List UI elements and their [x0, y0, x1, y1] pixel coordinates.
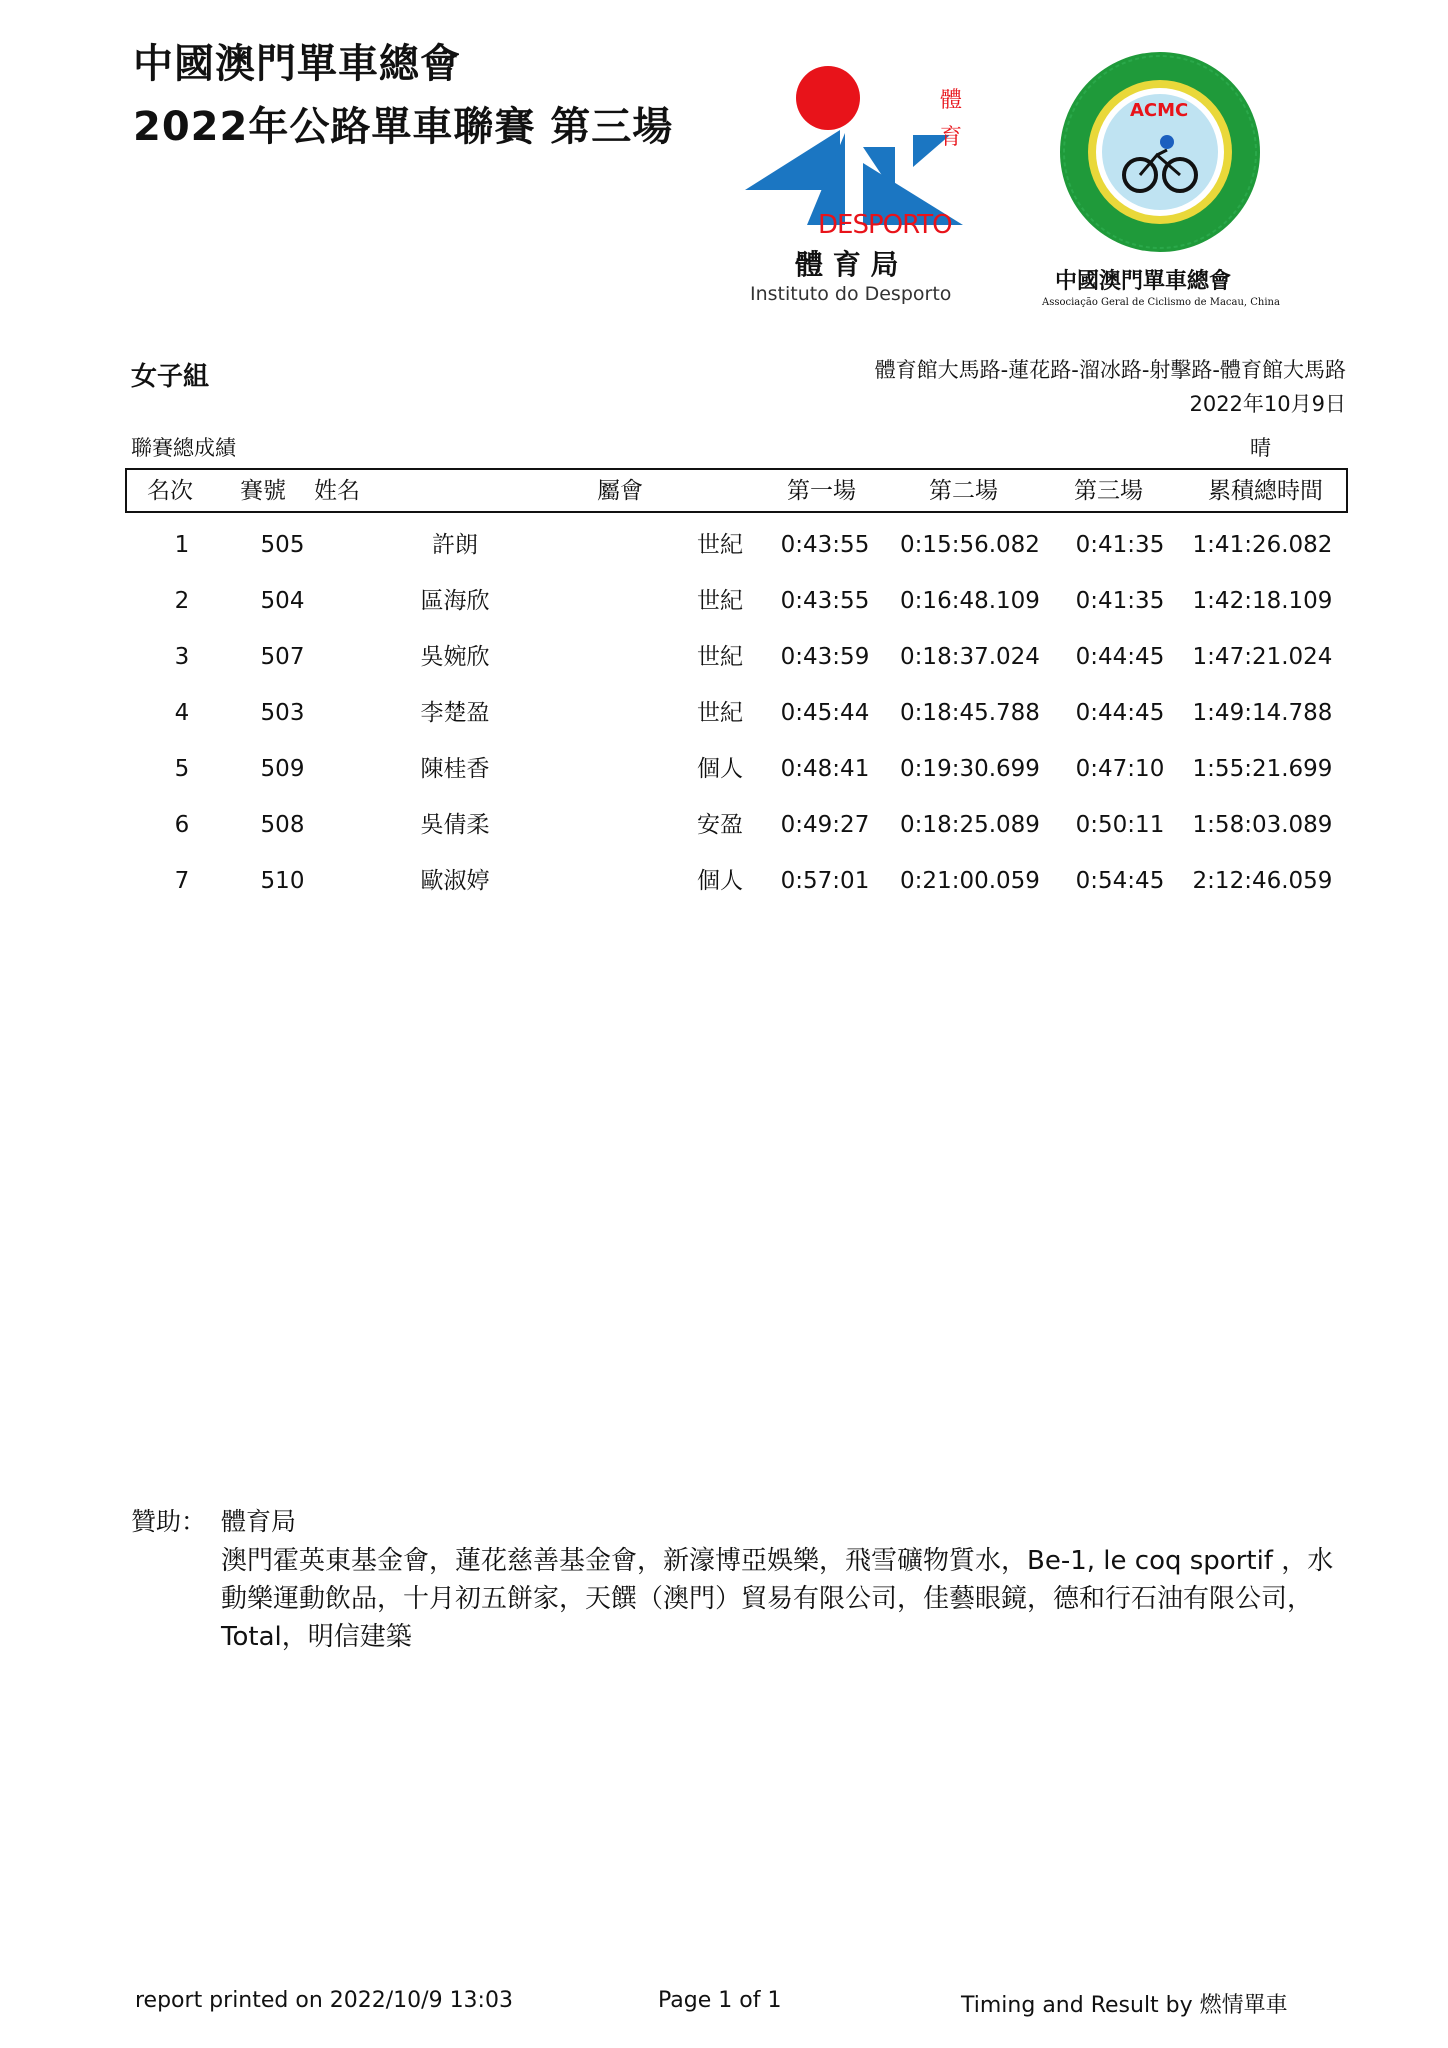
sport-bureau-logo: [745, 55, 985, 315]
bib-cell: 509: [260, 756, 305, 782]
table-row: [125, 685, 1348, 741]
stage3-cell: 0:54:45: [1075, 868, 1165, 894]
stage1-cell: 0:57:01: [780, 868, 870, 894]
club-cell: 個人: [697, 868, 743, 894]
sponsor-label: 贊助：: [131, 1507, 207, 1536]
route-label: 體育館大馬路-蓮花路-溜冰路-射擊路-體育館大馬路: [874, 358, 1346, 382]
table-row: [125, 741, 1348, 797]
sport-bureau-name-cn: 體 育 局: [795, 248, 899, 281]
bib-cell: 508: [260, 812, 305, 838]
bib-cell: 507: [260, 644, 305, 670]
header-bib: 賽號: [240, 478, 286, 504]
club-cell: 世紀: [697, 588, 743, 614]
name-cell: 歐淑婷: [420, 868, 490, 894]
club-cell: 世紀: [697, 532, 743, 558]
club-cell: 個人: [697, 756, 743, 782]
header-club: 屬會: [597, 478, 643, 504]
table-row: [125, 629, 1348, 685]
acmc-name-pt: Associação Geral de Ciclismo de Macau, China: [1042, 297, 1280, 308]
bib-cell: 505: [260, 532, 305, 558]
header-stage3: 第三場: [1074, 478, 1143, 504]
acmc-name-cn: 中國澳門單車總會: [1055, 268, 1232, 294]
stage2-cell: 0:18:37.024: [900, 644, 1040, 670]
header-name: 姓名: [314, 478, 360, 504]
club-cell: 世紀: [697, 644, 743, 670]
total-cell: 1:47:21.024: [1192, 644, 1333, 670]
stage2-cell: 0:18:45.788: [900, 700, 1040, 726]
stage3-cell: 0:44:45: [1075, 700, 1165, 726]
rank-cell: 1: [174, 532, 190, 558]
sport-bureau-char-2: 育: [940, 125, 963, 150]
rank-cell: 6: [174, 812, 190, 838]
total-cell: 1:49:14.788: [1192, 700, 1333, 726]
acmc-acronym: ACMC: [1130, 100, 1189, 121]
bib-cell: 510: [260, 868, 305, 894]
bib-cell: 504: [260, 588, 305, 614]
race-date: 2022年10月9日: [1189, 392, 1346, 416]
total-cell: 2:12:46.059: [1192, 868, 1333, 894]
desporto-wordmark: DESPORTO: [818, 210, 952, 240]
rank-cell: 2: [174, 588, 190, 614]
footer-page: Page 1 of 1: [658, 1988, 782, 2013]
stage1-cell: 0:45:44: [780, 700, 870, 726]
header-rank: 名次: [147, 478, 193, 504]
table-header: [125, 468, 1348, 513]
stage1-cell: 0:43:55: [780, 532, 870, 558]
stage2-cell: 0:19:30.699: [900, 756, 1040, 782]
rank-cell: 5: [174, 756, 190, 782]
total-cell: 1:58:03.089: [1192, 812, 1333, 838]
sport-bureau-name-pt: Instituto do Desporto: [750, 283, 952, 305]
stage1-cell: 0:43:59: [780, 644, 870, 670]
org-title: 中國澳門單車總會: [133, 41, 461, 87]
acmc-logo: [1035, 50, 1285, 320]
stage3-cell: 0:41:35: [1075, 588, 1165, 614]
stage1-cell: 0:48:41: [780, 756, 870, 782]
name-cell: 吳婉欣: [420, 644, 490, 670]
rank-cell: 7: [174, 868, 190, 894]
stage3-cell: 0:50:11: [1075, 812, 1165, 838]
total-cell: 1:42:18.109: [1192, 588, 1333, 614]
red-sun-icon: [796, 66, 860, 130]
event-title: 2022年公路單車聯賽 第三場: [133, 104, 674, 150]
header-total: 累積總時間: [1208, 478, 1323, 504]
rank-cell: 4: [174, 700, 190, 726]
header-stage2: 第二場: [929, 478, 998, 504]
rank-cell: 3: [174, 644, 190, 670]
footer-timing: Timing and Result by 燃情單車: [961, 1993, 1288, 2018]
name-cell: 區海欣: [420, 588, 490, 614]
table-row: [125, 573, 1348, 629]
footer-printed: report printed on 2022/10/9 13:03: [135, 1988, 513, 2013]
stage2-cell: 0:16:48.109: [900, 588, 1040, 614]
stage1-cell: 0:49:27: [780, 812, 870, 838]
stage2-cell: 0:21:00.059: [900, 868, 1040, 894]
results-subtitle: 聯賽總成績: [131, 436, 236, 460]
header-stage1: 第一場: [787, 478, 856, 504]
table-row: [125, 517, 1348, 573]
stage2-cell: 0:18:25.089: [900, 812, 1040, 838]
name-cell: 陳桂香: [420, 756, 490, 782]
table-row: [125, 797, 1348, 853]
bib-cell: 503: [260, 700, 305, 726]
category-label: 女子組: [131, 362, 210, 392]
acmc-emblem: [1035, 50, 1285, 260]
name-cell: 李楚盈: [420, 700, 490, 726]
name-cell: 許朗: [432, 532, 478, 558]
sport-bureau-char-1: 體: [940, 88, 963, 113]
club-cell: 安盈: [697, 812, 743, 838]
sponsor-main: 體育局: [221, 1507, 297, 1536]
stage3-cell: 0:47:10: [1075, 756, 1165, 782]
total-cell: 1:55:21.699: [1192, 756, 1333, 782]
stage1-cell: 0:43:55: [780, 588, 870, 614]
sponsor-list: 澳門霍英東基金會，蓮花慈善基金會，新濠博亞娛樂，飛雪礦物質水，Be-1, le coq sportif ，水動樂運動飲品，十月初五餅家，天饌（澳門）貿易有限公司，佳藝眼鏡，德和行石油有限公司，Total，明信建築: [221, 1546, 1334, 1652]
table-row: [125, 853, 1348, 909]
name-cell: 吳倩柔: [420, 812, 490, 838]
total-cell: 1:41:26.082: [1192, 532, 1333, 558]
weather-label: 晴: [1250, 436, 1271, 460]
stage2-cell: 0:15:56.082: [900, 532, 1040, 558]
stage3-cell: 0:41:35: [1075, 532, 1165, 558]
club-cell: 世紀: [697, 700, 743, 726]
stage3-cell: 0:44:45: [1075, 644, 1165, 670]
